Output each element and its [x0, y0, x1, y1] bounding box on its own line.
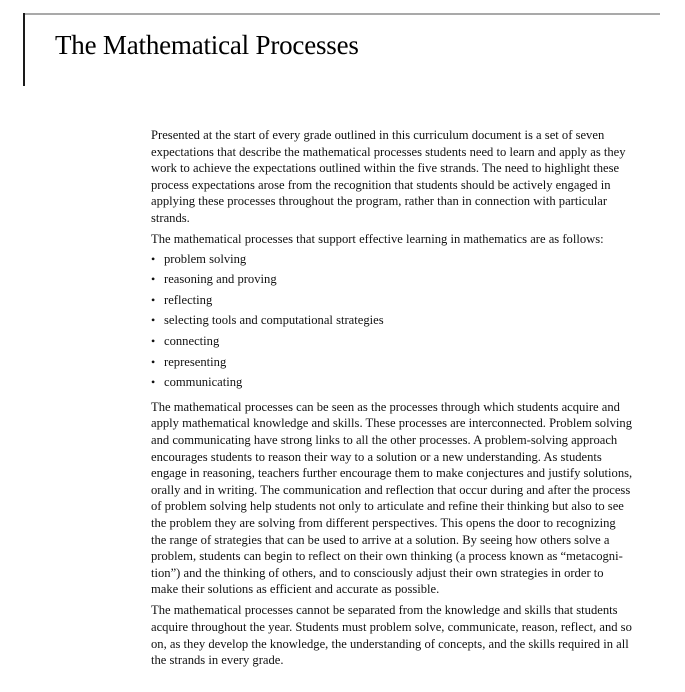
- bullet-icon: •: [151, 334, 156, 349]
- list-item-label: connecting: [164, 334, 220, 349]
- processes-explanation-paragraph: [151, 399, 661, 598]
- list-item: [151, 374, 661, 395]
- text-line: applying these processes throughout the program, rather than in connection with particular: [151, 194, 608, 209]
- text-line: encourages students to reason their way to a solution or a new understanding. As students: [151, 449, 602, 464]
- bullet-icon: •: [151, 272, 156, 287]
- list-item-label: selecting tools and computational strategies: [164, 313, 384, 328]
- list-item-label: communicating: [164, 375, 243, 390]
- list-item-label: reflecting: [164, 292, 213, 307]
- list-item: [151, 333, 661, 354]
- header-left-rule: [23, 13, 25, 86]
- processes-list: [151, 251, 661, 395]
- list-item-label: representing: [164, 354, 227, 369]
- bullet-icon: •: [151, 375, 156, 390]
- list-item: [151, 312, 661, 333]
- text-line: orally and in writing. The communication and reflection that occur during and after the process: [151, 482, 631, 497]
- header-top-rule: [24, 13, 660, 15]
- closing-paragraph: [151, 602, 661, 668]
- text-line: tion”) and the thinking of others, and to consciously adjust their own strategies in order to: [151, 565, 604, 580]
- text-line: expectations that describe the mathematical processes students need to learn and apply as they: [151, 144, 626, 159]
- text-line: of problem solving help students not only to articulate and refine their thinking but also to see: [151, 499, 624, 514]
- list-item-label: problem solving: [164, 251, 247, 266]
- text-line: strands.: [151, 210, 190, 225]
- list-item: [151, 292, 661, 313]
- bullet-icon: •: [151, 354, 156, 369]
- list-item-label: reasoning and proving: [164, 272, 277, 287]
- text-line: make their solutions as efficient and accurate as possible.: [151, 582, 440, 597]
- text-line: the range of strategies that can be used to arrive at a solution. By seeing how others solve a: [151, 532, 610, 547]
- text-line: the strands in every grade.: [151, 653, 284, 668]
- text-line: process expectations arose from the recognition that students should be actively engaged in: [151, 177, 611, 192]
- intro-paragraph: [151, 127, 661, 227]
- text-line: apply mathematical knowledge and skills. These processes are interconnected. Problem solving: [151, 416, 632, 431]
- text-line: The mathematical processes can be seen as the processes through which students acquire and: [151, 399, 620, 414]
- text-line: acquire throughout the year. Students must problem solve, communicate, reason, reflect, and so: [151, 620, 632, 635]
- bullet-icon: •: [151, 313, 156, 328]
- bullet-icon: •: [151, 251, 156, 266]
- bullet-icon: •: [151, 292, 156, 307]
- text-line: work to achieve the expectations outlined within the five strands. The need to highlight these: [151, 161, 620, 176]
- page-title: The Mathematical Processes: [55, 30, 359, 60]
- text-line: on, as they develop the knowledge, the understanding of concepts, and the skills required in all: [151, 636, 629, 651]
- text-line: and communicating have strong links to all the other processes. A problem-solving approach: [151, 433, 618, 447]
- text-line: problem, students can begin to reflect on their own thinking (a process known as “metacogni-: [151, 549, 623, 564]
- text-line: engage in reasoning, teachers further encourage them to make conjectures and justify solutions,: [151, 466, 633, 481]
- document-body: [151, 127, 661, 673]
- text-line: the problem they are solving from different perspectives. This opens the door to recognizing: [151, 515, 616, 530]
- list-item: [151, 251, 661, 272]
- list-item: [151, 354, 661, 375]
- text-line: The mathematical processes cannot be separated from the knowledge and skills that students: [151, 603, 618, 618]
- list-intro: The mathematical processes that support effective learning in mathematics are as follows:: [151, 232, 604, 247]
- list-item: [151, 271, 661, 292]
- text-line: Presented at the start of every grade outlined in this curriculum document is a set of seven: [151, 128, 605, 142]
